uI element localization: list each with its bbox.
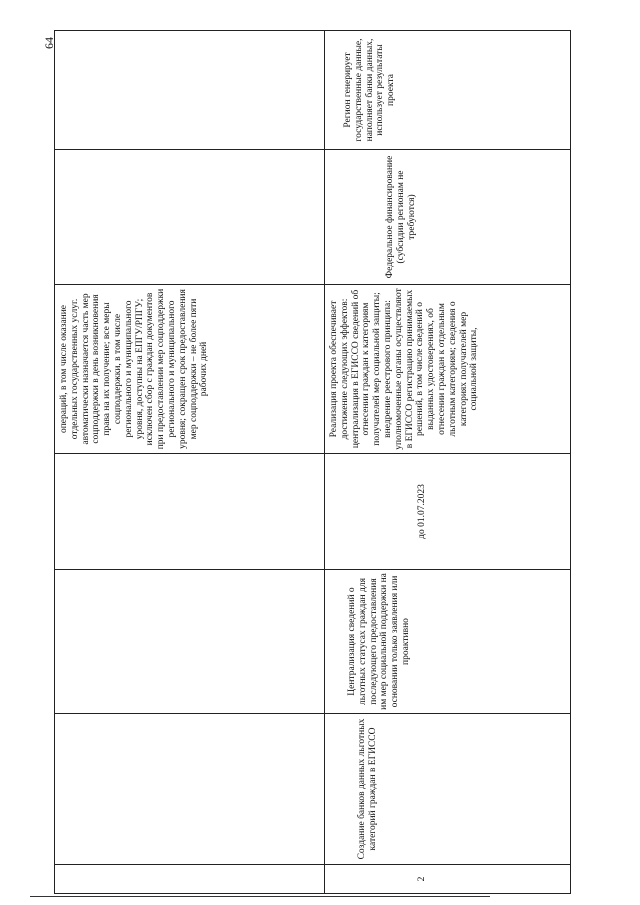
row1-number-cell	[55, 865, 325, 894]
row2-role-cell	[325, 31, 571, 150]
row2-date: до 01.07.2023	[417, 484, 427, 539]
bottom-rule	[30, 896, 490, 897]
row1-goal-cell	[55, 570, 325, 714]
table-row	[55, 31, 325, 894]
row2-name-cell	[325, 714, 571, 865]
row2-goal: Централизация сведений о льготных статусах граждан для последующего предоставления им мер социальной поддержки на основании только заявления или проактивно	[347, 573, 411, 710]
rotated-table-frame	[54, 38, 570, 894]
row2-goal-cell	[325, 570, 571, 714]
row1-effect-cell	[55, 285, 325, 454]
row1-name-cell	[55, 714, 325, 865]
row2-financing-cell	[325, 150, 571, 285]
row1-role-cell	[55, 31, 325, 150]
table-row	[325, 31, 571, 894]
row2-region-role: Регион генерирует государственные данные, наполняет банки данных, использует результаты проекта	[343, 38, 397, 142]
row2-date-cell	[325, 454, 571, 570]
row1-date-cell	[55, 454, 325, 570]
row2-number-cell	[325, 865, 571, 894]
projects-table	[54, 30, 571, 894]
row2-effect: Реализация проекта обеспечивает достижение следующих эффектов: централизация в ЕГИССО сведений об отнесении граждан к категориям получателей мер социальной защиты; внедрение реестрового принципа: уполномоченные органы осуществляют в ЕГИССО регистрацию принимаемых решений, в том числе сведений о выданных удостоверениях, об отнесении граждан к отдельным льготным категориям; сведения о категориях получателей мер социальной защиты,	[329, 288, 480, 450]
row2-financing: Федеральное финансирование (субсидии регионам не требуются)	[385, 155, 417, 279]
row1-financing-cell	[55, 150, 325, 285]
rotated-table-container	[54, 38, 570, 894]
row2-name: Создание банков данных льготных категорий граждан в ЕГИССО	[357, 718, 378, 860]
row2-number: 2	[417, 876, 427, 882]
row1-effect-text: операций, в том числе оказание отдельных государственных услуг. автоматически назначается часть мер соцподдержки в день возникновения права на их получение; все меры соцподдержки, в том числе регионального и муниципального уровня, доступны на ЕПГУ/РПГУ; исключен сбор с граждан документов при предоставлении мер соцподдержки регионального и муниципального уровня; сокращен срок предоставления мер соцподдержки – не более пяти рабочих дней	[59, 288, 210, 450]
row2-effect-cell	[325, 285, 571, 454]
page-number: 64	[42, 37, 56, 49]
